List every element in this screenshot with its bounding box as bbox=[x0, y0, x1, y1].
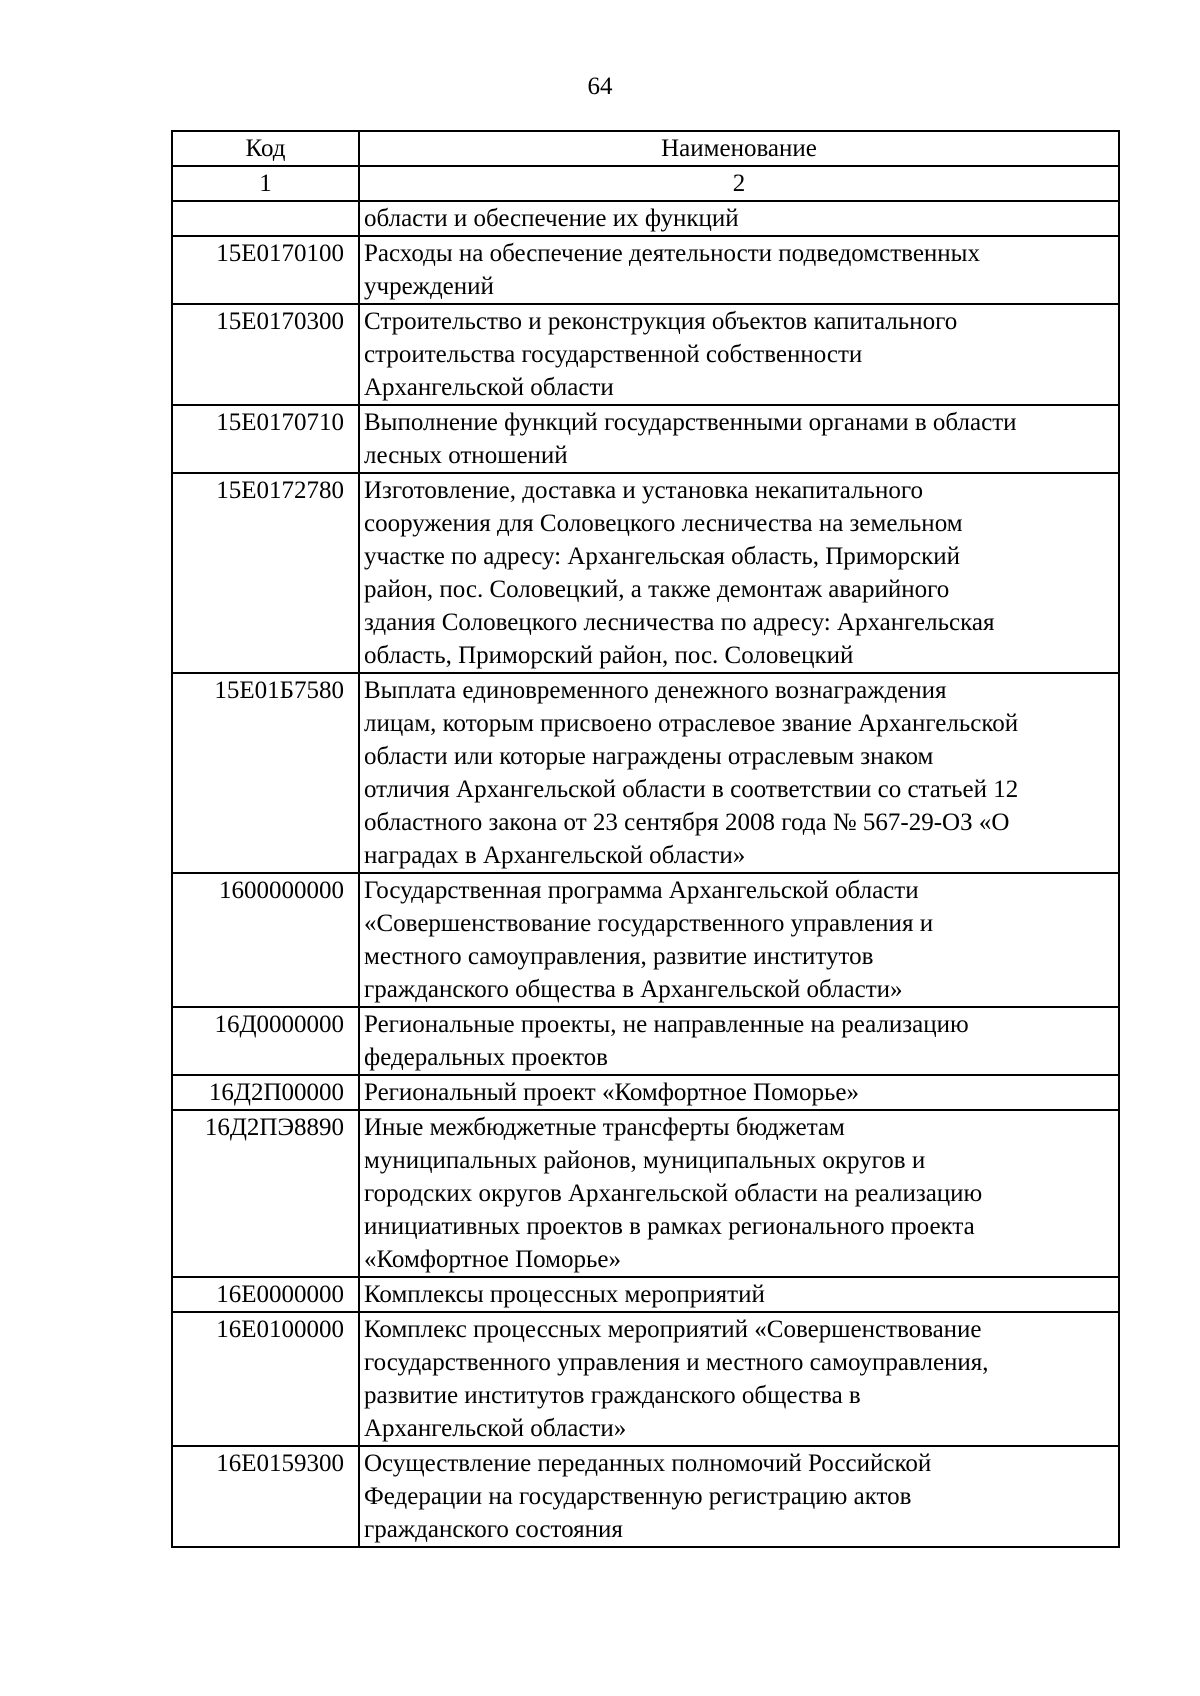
table-row bbox=[172, 673, 1119, 873]
table-row bbox=[172, 1446, 1119, 1547]
row-code: 1600000000 bbox=[172, 873, 359, 1007]
table-row bbox=[172, 1007, 1119, 1075]
row-name-line: Выплата единовременного денежного вознаграждения bbox=[364, 677, 947, 704]
row-name-line: области и обеспечение их функций bbox=[364, 205, 739, 232]
row-name-line: Расходы на обеспечение деятельности подведомственных bbox=[364, 240, 980, 267]
row-name-line: лесных отношений bbox=[364, 442, 568, 469]
row-name bbox=[359, 1446, 1119, 1547]
row-name bbox=[359, 873, 1119, 1007]
row-name-line: сооружения для Соловецкого лесничества на земельном bbox=[364, 510, 963, 537]
row-name-line: Архангельской области bbox=[364, 374, 614, 401]
row-name-line: Региональные проекты, не направленные на реализацию bbox=[364, 1011, 969, 1038]
header-name: Наименование bbox=[359, 131, 1119, 166]
row-name bbox=[359, 673, 1119, 873]
row-code: 16Д2ПЭ8890 bbox=[172, 1110, 359, 1277]
row-code: 15Е01Б7580 bbox=[172, 673, 359, 873]
table-header bbox=[172, 131, 1119, 201]
table-row bbox=[172, 1312, 1119, 1446]
table-row bbox=[172, 201, 1119, 236]
row-name-line: наградах в Архангельской области» bbox=[364, 842, 746, 869]
row-name-line: Архангельской области» bbox=[364, 1415, 627, 1442]
row-code: 15Е0170300 bbox=[172, 304, 359, 405]
row-code bbox=[172, 201, 359, 236]
row-name-line: Комплексы процессных мероприятий bbox=[364, 1281, 765, 1308]
header-code: Код bbox=[172, 131, 359, 166]
row-code: 15Е0172780 bbox=[172, 473, 359, 673]
row-name bbox=[359, 1312, 1119, 1446]
row-code: 16Е0159300 bbox=[172, 1446, 359, 1547]
row-name-line: область, Приморский район, пос. Соловецкий bbox=[364, 642, 854, 669]
row-name-line: «Комфортное Поморье» bbox=[364, 1246, 621, 1273]
row-name-line: учреждений bbox=[364, 273, 494, 300]
row-code: 15Е0170100 bbox=[172, 236, 359, 304]
row-name-line: Строительство и реконструкция объектов капитального bbox=[364, 308, 958, 335]
row-name-line: местного самоуправления, развитие институтов bbox=[364, 943, 874, 970]
row-name bbox=[359, 473, 1119, 673]
row-name-line: Региональный проект «Комфортное Поморье» bbox=[364, 1079, 859, 1106]
row-name-line: Федерации на государственную регистрацию актов bbox=[364, 1483, 912, 1510]
row-name-line: Комплекс процессных мероприятий «Совершенствование bbox=[364, 1316, 982, 1343]
table-row bbox=[172, 1110, 1119, 1277]
row-code: 16Е0100000 bbox=[172, 1312, 359, 1446]
row-name bbox=[359, 236, 1119, 304]
row-name-line: области или которые награждены отраслевым знаком bbox=[364, 743, 934, 770]
row-name-line: район, пос. Соловецкий, а также демонтаж аварийного bbox=[364, 576, 950, 603]
row-name bbox=[359, 1110, 1119, 1277]
row-name-line: Государственная программа Архангельской области bbox=[364, 877, 919, 904]
row-code: 16Д2П00000 bbox=[172, 1075, 359, 1110]
table-body bbox=[172, 201, 1119, 1547]
row-name bbox=[359, 201, 1119, 236]
row-name-line: Осуществление переданных полномочий Российской bbox=[364, 1450, 932, 1477]
column-number-row bbox=[172, 166, 1119, 201]
row-name-line: городских округов Архангельской области на реализацию bbox=[364, 1180, 983, 1207]
row-name-line: здания Соловецкого лесничества по адресу: Архангельская bbox=[364, 609, 995, 636]
row-name-line: муниципальных районов, муниципальных округов и bbox=[364, 1147, 926, 1174]
table-row bbox=[172, 236, 1119, 304]
row-name-line: отличия Архангельской области в соответствии со статьей 12 bbox=[364, 776, 1019, 803]
row-name bbox=[359, 1277, 1119, 1312]
row-name-line: Изготовление, доставка и установка некапитального bbox=[364, 477, 923, 504]
table-row bbox=[172, 873, 1119, 1007]
row-name bbox=[359, 304, 1119, 405]
row-name bbox=[359, 1075, 1119, 1110]
row-name-line: федеральных проектов bbox=[364, 1044, 608, 1071]
budget-code-table bbox=[171, 130, 1120, 1548]
row-name-line: «Совершенствование государственного управления и bbox=[364, 910, 934, 937]
header-row bbox=[172, 131, 1119, 166]
row-name-line: гражданского общества в Архангельской области» bbox=[364, 976, 903, 1003]
table-row bbox=[172, 304, 1119, 405]
table-row bbox=[172, 405, 1119, 473]
row-name-line: строительства государственной собственности bbox=[364, 341, 863, 368]
row-name-line: гражданского состояния bbox=[364, 1516, 623, 1543]
row-name-line: инициативных проектов в рамках регионального проекта bbox=[364, 1213, 975, 1240]
row-name-line: лицам, которым присвоено отраслевое звание Архангельской bbox=[364, 710, 1019, 737]
table-row bbox=[172, 473, 1119, 673]
row-code: 15Е0170710 bbox=[172, 405, 359, 473]
row-code: 16Д0000000 bbox=[172, 1007, 359, 1075]
row-name-line: Иные межбюджетные трансферты бюджетам bbox=[364, 1114, 845, 1141]
table-row bbox=[172, 1075, 1119, 1110]
row-name-line: участке по адресу: Архангельская область, Приморский bbox=[364, 543, 961, 570]
row-name-line: областного закона от 23 сентября 2008 года № 567-29-ОЗ «О bbox=[364, 809, 1010, 836]
row-code: 16Е0000000 bbox=[172, 1277, 359, 1312]
row-name-line: развитие институтов гражданского общества в bbox=[364, 1382, 861, 1409]
page-number: 64 bbox=[587, 73, 613, 100]
row-name bbox=[359, 1007, 1119, 1075]
column-number-code: 1 bbox=[172, 166, 359, 201]
row-name-line: Выполнение функций государственными органами в области bbox=[364, 409, 1017, 436]
row-name-line: государственного управления и местного самоуправления, bbox=[364, 1349, 989, 1376]
row-name bbox=[359, 405, 1119, 473]
table-row bbox=[172, 1277, 1119, 1312]
column-number-name: 2 bbox=[359, 166, 1119, 201]
